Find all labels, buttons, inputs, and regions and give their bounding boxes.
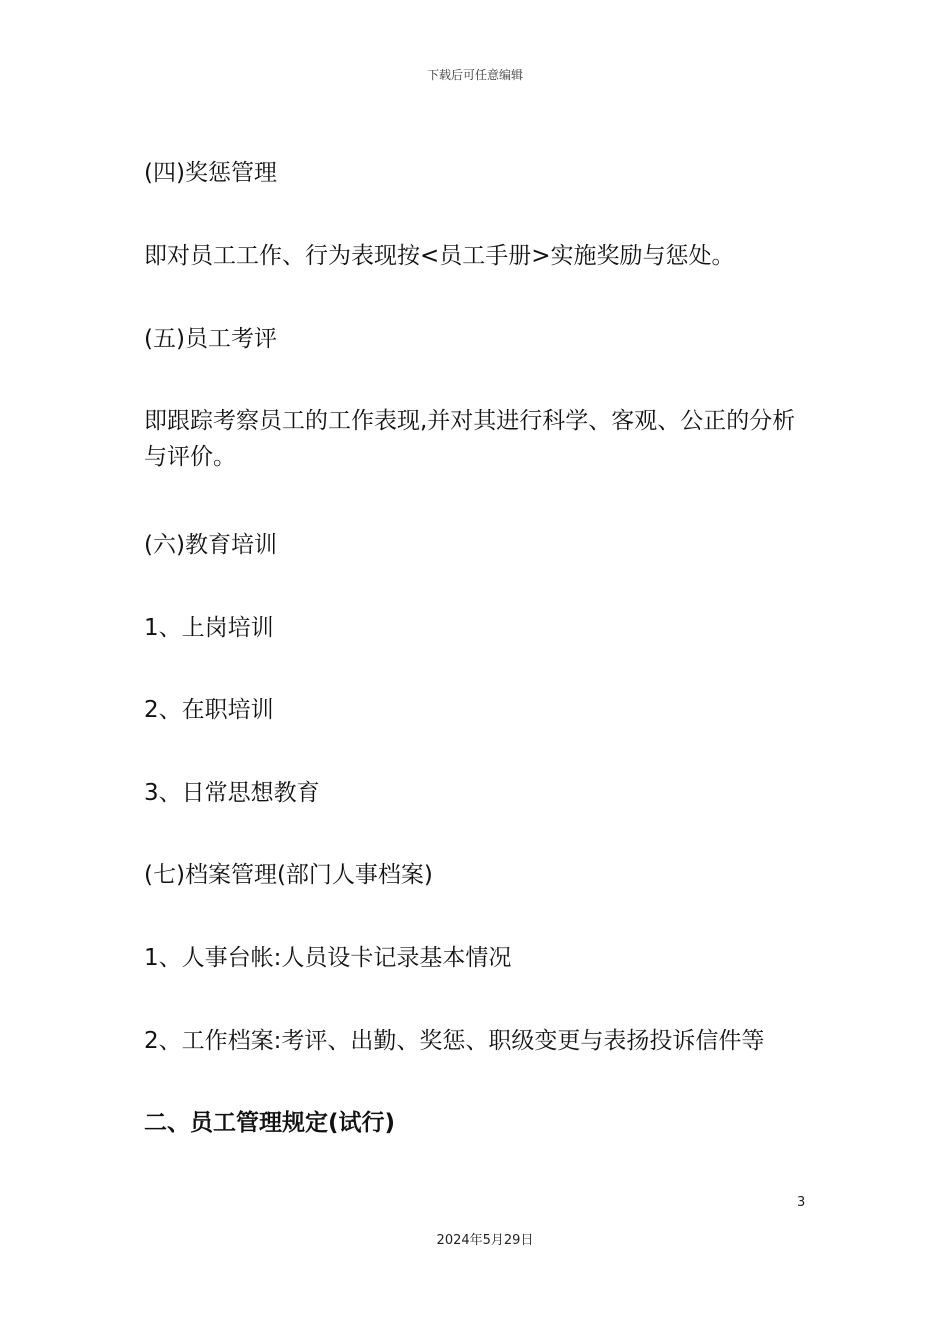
subsection-heading-evaluation: (五)员工考评 xyxy=(144,326,277,352)
page-header: 下载后可任意编辑 xyxy=(426,68,523,82)
list-item-archives-2: 2、工作档案:考评、出勤、奖惩、职级变更与表扬投诉信件等 xyxy=(144,1028,765,1054)
footer-date: 2024年5月29日 xyxy=(436,1233,534,1248)
subsection-heading-rewards: (四)奖惩管理 xyxy=(144,160,277,186)
list-item-archives-1: 1、人事台帐:人员设卡记录基本情况 xyxy=(144,945,512,971)
list-item-training-3: 3、日常思想教育 xyxy=(144,780,320,806)
list-item-training-1: 1、上岗培训 xyxy=(144,615,274,641)
paragraph-evaluation: 即跟踪考察员工的工作表现,并对其进行科学、客观、公正的分析与评价。 xyxy=(144,408,796,470)
subsection-heading-archives: (七)档案管理(部门人事档案) xyxy=(144,862,433,888)
page-number: 3 xyxy=(797,1195,806,1210)
subsection-heading-training: (六)教育培训 xyxy=(144,532,277,558)
paragraph-rewards: 即对员工工作、行为表现按<员工手册>实施奖励与惩处。 xyxy=(144,243,735,269)
list-item-training-2: 2、在职培训 xyxy=(144,697,274,723)
section-heading: 二、员工管理规定(试行) xyxy=(144,1110,396,1136)
